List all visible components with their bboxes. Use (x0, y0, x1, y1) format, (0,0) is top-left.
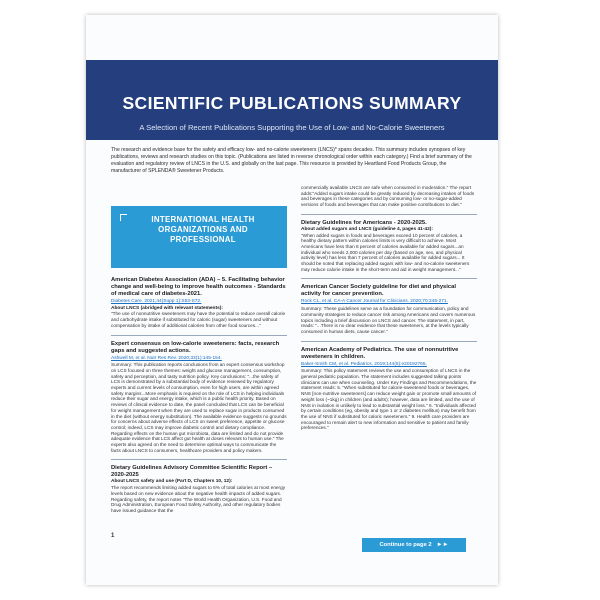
publication-summary: "The use of nonnutritive sweeteners may have the potential to reduce overall calorie and carbohydrate intake if substituted for caloric (sugar) sweeteners and without compensation by intake of additional calories from other food sources..." (111, 311, 286, 328)
document-page (86, 15, 498, 585)
publication-title: American Academy of Pediatrics. The use of nonnutritive sweeteners in children. (301, 346, 459, 360)
divider (111, 335, 287, 336)
publication-summary: Summary: These guidelines serve as a foundation for communication, policy and community strategies to reduce cancer risk among Americans and covers numerous topics including a brief discussion on LNCS and cancer. The statement, in part, reads: "...There is no clear evidence that these sweeteners, at the levels typically consumed in human diets, cause cancer." (301, 306, 476, 334)
publication-title: Expert consensus on low-calorie sweeteners: facts, research gaps and suggested actions. (111, 340, 280, 354)
publication-entry (301, 284, 477, 334)
publication-summary: "When added sugars in foods and beverages exceed 10 percent of calories, a healthy dietary pattern within calories limits is very difficult to achieve. Most Americans have less than 8 percent of calories available for added sugars...an individual who needs 2,000 calories per day (based on age, sex, and physical activity level) has less than 7 percent of calories available for added sugars... It should be noted that replacing added sugars with low- and no-calorie sweeteners may reduce calorie intake in the short-term and aid in weight management..." (301, 232, 470, 272)
double-arrow-right-icon: ►► (436, 542, 449, 548)
section-title: INTERNATIONAL HEALTH ORGANIZATIONS AND PROFESSIONAL (151, 215, 255, 244)
divider (301, 278, 477, 279)
publication-title: American Diabetes Association (ADA) – 5. Facilitating behavior change and well-being to improve health outcomes - Standards of medical care of diabetes-2021. (111, 277, 286, 297)
publication-entry (111, 277, 287, 329)
page-title: SCIENTIFIC PUBLICATIONS SUMMARY (122, 93, 462, 113)
publication-citation-link[interactable]: Diabetes Care. 2021;44(Supp 1):S53-S72. (111, 299, 202, 304)
publication-summary: Summary: This policy statement reviews the use and consumption of LNCS in the general pediatric population. The statement includes suggested talking points clinicians can use when counseling. Under Key Findings and Recommendations, the statement reads: 5. "When substituted for calorie-sweetened foods or beverages, NNS [non-nutritive sweeteners] can reduce weight gain or promote small amounts of weight loss (~1kg) in children (and adults); however, data are limited, and the use of NNS in isolation is unlikely to lead to substantial weight loss." 6. "Individuals affected by certain conditions (eg, obesity and type 1 or 2 diabetes mellitus) may benefit from the use of NNS if substituted for caloric sweeteners." 9. Health care providers are encouraged to remain alert to new information and sensitive to patient and family preferences." (301, 368, 477, 431)
publication-summary: The report recommends limiting added sugars to 6% of total calories at most energy levels based on new evidence about the negative health impacts of added sugars. Regarding safety, the report notes "The World Health Organization, U.S. Food and Drug Administration, European Food Safety Authority, and other regulatory bodies have issued guidance that the (111, 485, 286, 513)
publication-subheading: About added sugars and LNCS (guideline 4, pages 41-42): (301, 226, 433, 232)
page-number: 1 (111, 533, 115, 539)
continue-label: Continue to page 2 (379, 542, 432, 548)
right-column (301, 185, 477, 437)
publication-entry-continued (301, 185, 477, 208)
publication-title: Dietary Guidelines for Americans - 2020-2025. (301, 219, 427, 226)
publication-summary: Summary: This publication reports conclusions from an expert consensus workshop on LCS focused on three themes: weight and glucose management, consumption, safety and perception, and tasty nutrition policy. Key conclusions: "...the safety of LCS is demonstrated by a substantial body of evidence reviewed by regulatory experts and current levels of consumption, even for high users, are within agreed safety margins...More emphasis is required on the role of LCS in helping individuals reduce their sugar and energy intake, which is a public health priority. Based on reviews of clinical evidence to date, the panel concluded that LCS can be beneficial for weight management when they are used to replace sugar in products consumed in the diet (without energy substitution). The available evidence suggests no grounds for concerns about adverse effects of LCS on sweet preference, appetite or glucose control; indeed, LCS may improve diabetic control and dietary compliance. Regarding effects on the human gut microbiota, data are limited and do not provide adequate evidence that LCS affect gut health at doses relevant to human use." The experts also agreed on the need to determine optimal ways to communicate the facts about LNCS to consumers, healthcare providers and policy makers. (111, 362, 287, 453)
publication-citation-link[interactable]: Ashwell M, et al. Nutr Res Rev. 2020;33(1):145-154. (111, 355, 222, 361)
publication-subheading: About LNCS (abridged with relevant statements): (111, 305, 223, 311)
divider (301, 214, 477, 215)
publication-summary: commercially available LNCS are safe when consumed in moderation." The report adds:"Added sugars intake could be greatly reduced by decreasing intakes of foods and beverages in these categories and by consuming low- or no-sugar-added versions of foods and beverages that can make positive contributions to diet." (301, 185, 475, 208)
continue-button[interactable] (362, 538, 466, 552)
publication-title: American Cancer Society guideline for diet and physical activity for cancer prevention. (301, 284, 456, 298)
publication-subheading: About LNCS safety and use (Part D, Chapters 10, 12): (111, 479, 233, 485)
publication-entry (111, 341, 287, 454)
page-subtitle: A Selection of Recent Publications Supporting the Use of Low- and No-Calorie Sweeteners (139, 123, 445, 132)
left-column (111, 206, 287, 520)
header-banner (86, 60, 498, 140)
publication-title: Dietary Guidelines Advisory Committee Scientific Report – 2020-2025 (111, 465, 273, 479)
publication-entry (301, 347, 477, 431)
publication-entry (111, 465, 287, 513)
divider (301, 341, 477, 342)
intro-paragraph: The research and evidence base for the safety and efficacy low- and no-calorie sweeteners (LNCS)* spans decades. This summary includes synopses of key publications, reviews and research studies on this topic. (Publications are listed in reverse chronological order within each category.) Find a brief summary of the evaluation and regulatory review of LNCS in the U.S. and globally on the last page. This resource is provided by Heartland Food Products Group, the manufacturer of SPLENDA® Sweetener Products. (111, 147, 472, 174)
section-banner (111, 206, 287, 268)
publication-entry (301, 220, 477, 273)
publication-citation-link[interactable]: Baker-Smith CM, et al. Pediatrics. 2019;144(5):e20192765. (301, 361, 427, 367)
publication-citation-link[interactable]: Rock CL, et al. CA-A Cancer Journal for Clinicians. 2020;70:245-271. (301, 299, 448, 305)
divider (111, 459, 287, 460)
corner-bracket-icon (120, 214, 127, 221)
